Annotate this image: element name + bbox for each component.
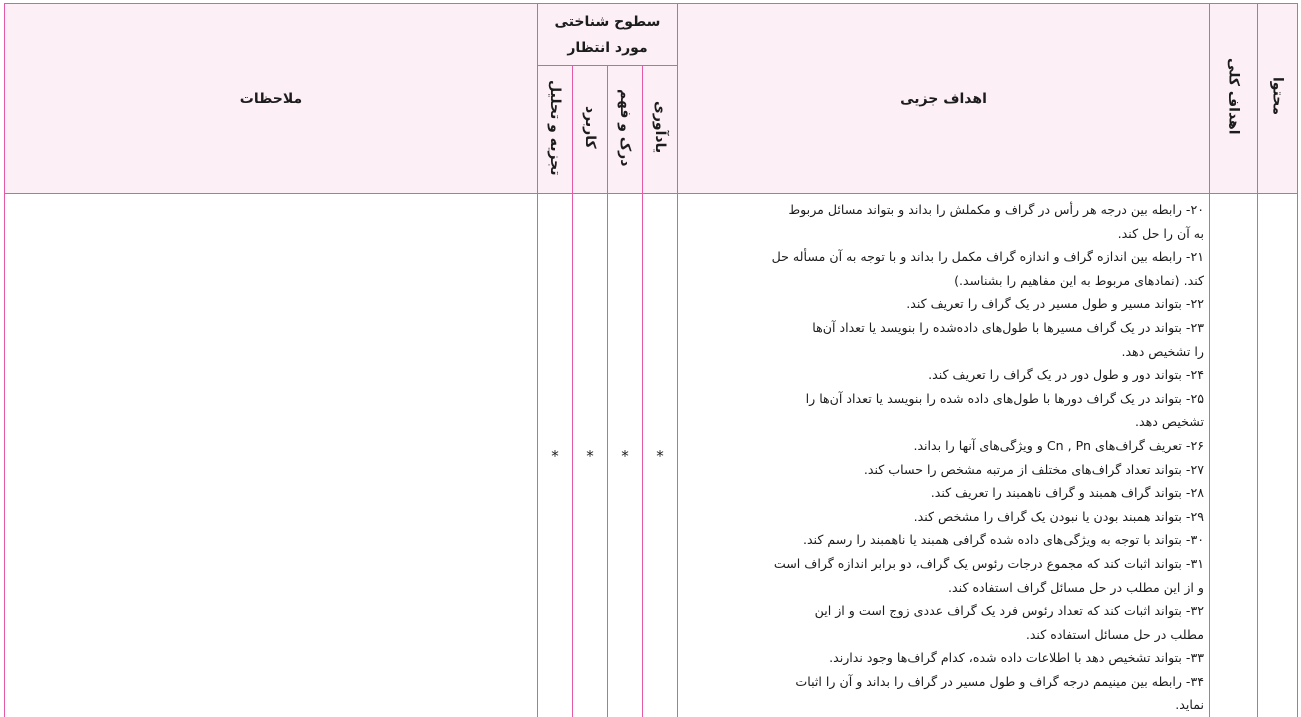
- level-understanding-mark: *: [621, 446, 629, 465]
- goal-lines-list: [683, 198, 1204, 717]
- cognitive-levels-title-line2: مورد انتظار: [567, 39, 648, 56]
- remarks-header: ملاحظات: [5, 4, 538, 194]
- table-row: [5, 194, 1298, 717]
- general-goals-cell: [1210, 194, 1258, 717]
- level-analysis-cell: [537, 194, 572, 717]
- level-understanding-cell: [608, 194, 643, 717]
- goal-line: ۲۹- بتواند همبند بودن یا نبودن یک گراف را مشخص کند.: [913, 508, 1204, 524]
- level-analysis-header: تجزیه و تحلیل: [546, 79, 563, 176]
- level-recall-header-cell: [643, 66, 678, 194]
- goal-line: ۲۸- بتواند گراف همبند و گراف ناهمبند را تعریف کند.: [930, 485, 1204, 501]
- goal-line: ۳۱- بتواند اثبات کند که مجموع درجات رئوس یک گراف، دو برابر اندازه گراف است: [773, 555, 1204, 571]
- level-understanding-header: درک و فهم: [617, 88, 633, 167]
- specific-goals-cell: [678, 194, 1210, 717]
- level-application-mark: *: [586, 446, 594, 465]
- goal-line: ۳۳- بتواند تشخیص دهد با اطلاعات داده شده، کدام گراف‌ها وجود ندارند.: [829, 650, 1204, 666]
- goal-line: ۳۰- بتواند با توجه به ویژگی‌های داده شده گرافی همبند یا ناهمبند را رسم کند.: [802, 532, 1204, 548]
- content-header-cell: [1258, 4, 1298, 194]
- goal-line: ۲۰- رابطه بین درجه هر رأس در گراف و مکملش را بداند و بتواند مسائل مربوط: [788, 202, 1204, 217]
- specific-goals-header: اهداف جزیی: [678, 4, 1210, 194]
- remarks-cell: [5, 194, 538, 717]
- goal-line: ۳۴- رابطه بین مینیمم درجه گراف و طول مسیر در گراف را بداند و آن را اثبات: [795, 673, 1204, 689]
- goal-line: نماید.: [1175, 697, 1204, 713]
- general-goals-header-cell: [1210, 4, 1258, 194]
- goal-line: تشخیص دهد.: [1135, 414, 1204, 430]
- goal-line: ۲۴- بتواند دور و طول دور در یک گراف را تعریف کند.: [928, 367, 1204, 383]
- goal-line: ۲۳- بتواند در یک گراف مسیرها با طول‌های داده‌شده را بنویسد یا تعداد آن‌ها: [812, 319, 1204, 335]
- general-goals-header: اهداف کلی: [1225, 58, 1242, 135]
- header-row: [5, 4, 1298, 66]
- level-recall-cell: [643, 194, 678, 717]
- cognitive-levels-header: [537, 4, 677, 66]
- content-cell: [1258, 194, 1298, 717]
- level-understanding-header-cell: [608, 66, 643, 194]
- goal-line: ۲۷- بتواند تعداد گراف‌های مختلف از مرتبه مشخص را حساب کند.: [863, 461, 1204, 477]
- goal-line: ۲۲- بتواند مسیر و طول مسیر در یک گراف را تعریف کند.: [906, 296, 1204, 312]
- goal-line: کند. (نمادهای مربوط به این مفاهیم را بشناسد.): [954, 272, 1204, 288]
- goal-line: مطلب در حل مسائل استفاده کند.: [1025, 626, 1204, 642]
- level-analysis-mark: *: [551, 446, 559, 465]
- cognitive-levels-title-line1: سطوح شناختی: [554, 13, 661, 30]
- goal-line: ۲۱- رابطه بین اندازه گراف و اندازه گراف مکمل را بداند و با توجه به آن مسأله حل: [771, 249, 1204, 265]
- goal-line: ۲۵- بتواند در یک گراف دورها با طول‌های داده شده را بنویسد یا تعداد آن‌ها را: [805, 390, 1204, 406]
- level-application-header-cell: [573, 66, 608, 194]
- content-header: محتوا: [1269, 77, 1286, 116]
- goal-line: و از این مطلب در حل مسائل گراف استفاده کند.: [948, 579, 1204, 595]
- level-recall-mark: *: [656, 446, 664, 465]
- level-analysis-header-cell: [537, 66, 572, 194]
- goal-line: ۳۲- بتواند اثبات کند که تعداد رئوس فرد یک گراف عددی زوج است و از این: [814, 603, 1204, 619]
- level-application-cell: [573, 194, 608, 717]
- goal-line: را تشخیص دهد.: [1121, 343, 1204, 359]
- goal-line: ۲۶- تعریف گراف‌های Cn , Pn و ویژگی‌های آنها را بداند.: [913, 437, 1204, 453]
- level-application-header: کاربرد: [582, 106, 598, 149]
- goal-line: به آن را حل کند.: [1117, 225, 1204, 241]
- level-recall-header: یادآوری: [652, 101, 668, 154]
- objectives-table: [4, 3, 1298, 717]
